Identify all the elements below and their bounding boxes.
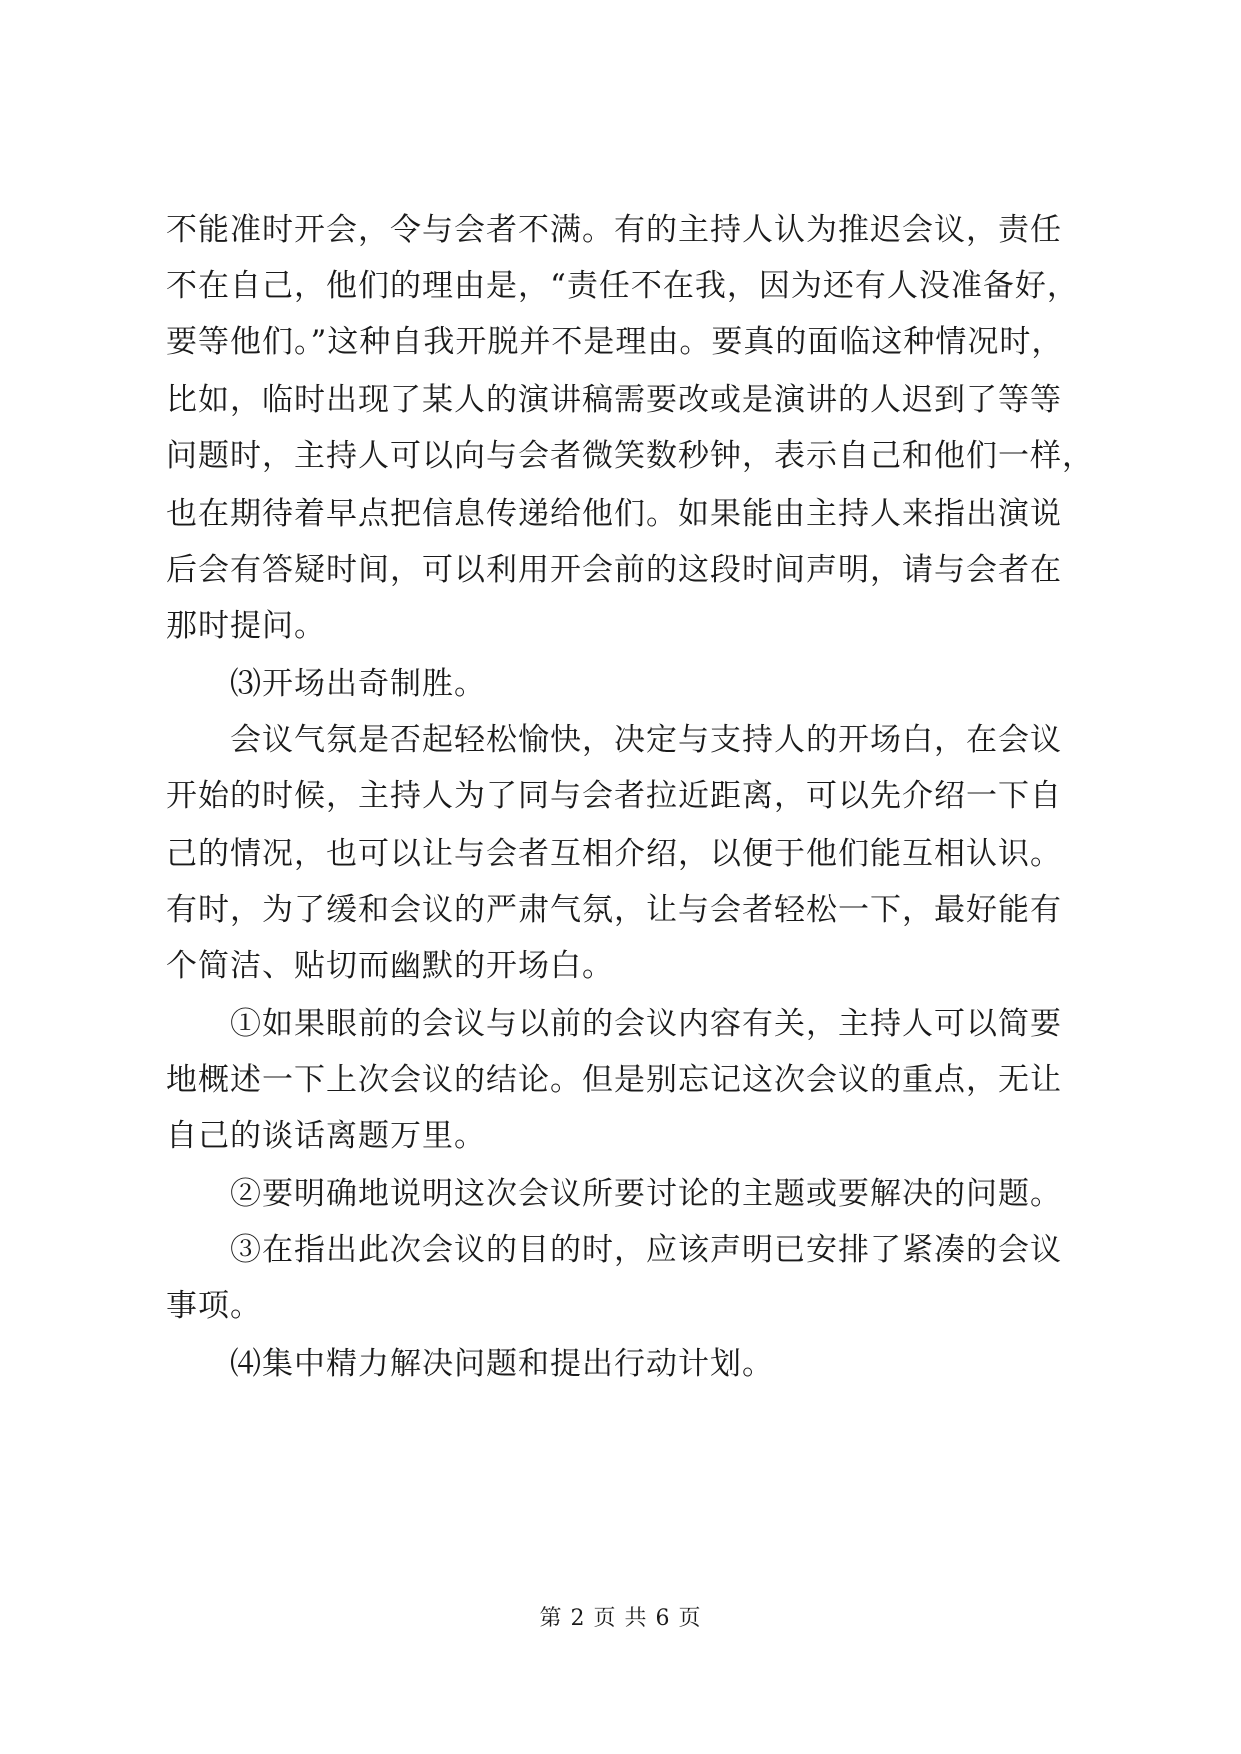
body-line: 事项。 — [166, 1288, 262, 1324]
body-line: 开始的时候，主持人为了同与会者拉近距离，可以先介绍一下自 — [166, 778, 1062, 814]
body-line: 后会有答疑时间，可以利用开会前的这段时间声明，请与会者在 — [166, 552, 1062, 588]
body-line: 不能准时开会，令与会者不满。有的主持人认为推迟会议，责任 — [166, 212, 1062, 248]
body-line: 自己的谈话离题万里。 — [166, 1118, 486, 1154]
body-line: 要等他们。”这种自我开脱并不是理由。要真的面临这种情况时， — [166, 324, 1064, 360]
list-item-3: ③在指出此次会议的目的时，应该声明已安排了紧凑的会议 — [230, 1232, 1062, 1268]
list-item-1: ①如果眼前的会议与以前的会议内容有关，主持人可以简要 — [230, 1006, 1062, 1042]
body-line: 个简洁、贴切而幽默的开场白。 — [166, 948, 614, 984]
section-heading: ⑷集中精力解决问题和提出行动计划。 — [230, 1346, 774, 1382]
body-line: 比如，临时出现了某人的演讲稿需要改或是演讲的人迟到了等等 — [166, 382, 1062, 418]
body-line: 那时提问。 — [166, 608, 326, 644]
list-item-2: ②要明确地说明这次会议所要讨论的主题或要解决的问题。 — [230, 1176, 1062, 1212]
page-number-footer: 第 2 页 共 6 页 — [539, 1606, 702, 1631]
paragraph-start: 会议气氛是否起轻松愉快，决定与支持人的开场白，在会议 — [230, 722, 1062, 758]
body-line: 地概述一下上次会议的结论。但是别忘记这次会议的重点，无让 — [166, 1062, 1062, 1098]
body-line: 有时，为了缓和会议的严肃气氛，让与会者轻松一下，最好能有 — [166, 892, 1062, 928]
body-line: 也在期待着早点把信息传递给他们。如果能由主持人来指出演说 — [166, 496, 1062, 532]
section-heading: ⑶开场出奇制胜。 — [230, 666, 486, 702]
body-line: 问题时，主持人可以向与会者微笑数秒钟，表示自己和他们一样， — [166, 438, 1094, 474]
body-line: 不在自己，他们的理由是，“责任不在我，因为还有人没准备好， — [166, 268, 1079, 304]
body-line: 己的情况，也可以让与会者互相介绍，以便于他们能互相认识。 — [166, 836, 1062, 872]
